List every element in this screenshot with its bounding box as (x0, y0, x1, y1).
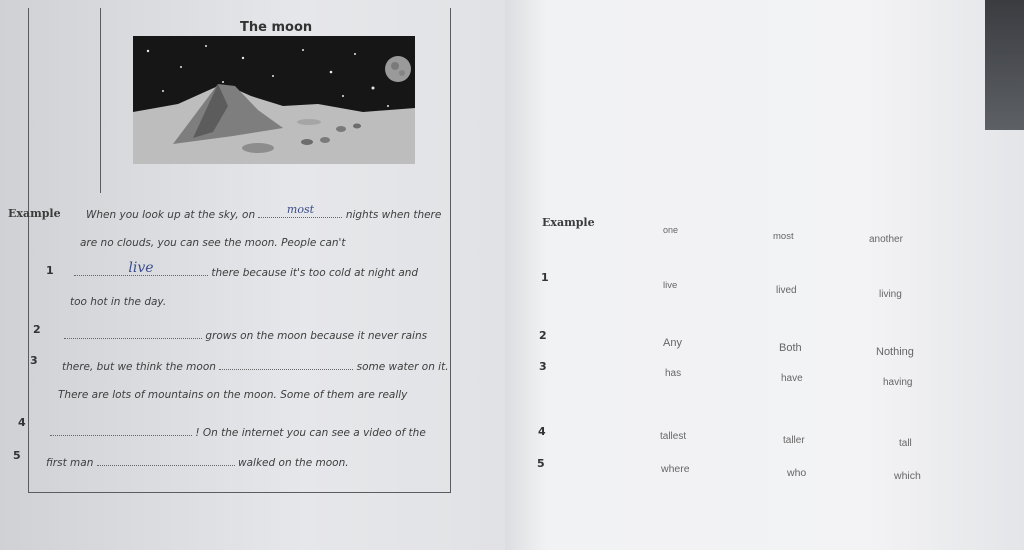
worksheet-line-3: live there because it's too cold at night and (74, 264, 418, 279)
option-example-a[interactable]: one (663, 225, 679, 235)
option-3-a[interactable]: has (665, 368, 682, 379)
question-number-1: 1 (46, 264, 54, 277)
option-4-a[interactable]: tallest (660, 431, 687, 442)
option-3-b[interactable]: have (781, 373, 803, 384)
worksheet-line-9: first man walked on the moon. (46, 454, 349, 469)
option-example-c[interactable]: another (869, 234, 903, 245)
answer-blank-5[interactable] (97, 454, 235, 466)
answer-blank-3[interactable] (219, 358, 353, 370)
page-edge (985, 0, 1024, 130)
worksheet-line-2: are no clouds, you can see the moon. People can't (80, 237, 346, 249)
answer-example-label: Example (542, 216, 595, 229)
worksheet-line-8: ! On the internet you can see a video of the (50, 424, 426, 439)
option-4-b[interactable]: taller (783, 435, 805, 446)
answer-blank-4[interactable] (50, 424, 192, 436)
moon-illustration (133, 36, 415, 164)
answer-blank-1[interactable]: live (74, 264, 208, 276)
option-1-a[interactable]: live (663, 280, 678, 291)
option-4-c[interactable]: tall (899, 438, 912, 449)
worksheet-line-example: When you look up at the sky, on most nights when there (86, 203, 442, 221)
answer-number-5: 5 (537, 457, 545, 470)
question-number-5: 5 (13, 449, 21, 462)
example-label: Example (8, 207, 61, 220)
option-5-a[interactable]: where (661, 463, 690, 475)
frame-line (100, 8, 101, 193)
option-2-b[interactable]: Both (779, 342, 802, 354)
option-3-c[interactable]: having (883, 377, 913, 388)
worksheet-line-6: there, but we think the moon some water on it. (62, 358, 449, 373)
option-1-c[interactable]: living (879, 289, 902, 300)
example-blank: most (258, 206, 342, 218)
worksheet-title: The moon (240, 20, 313, 35)
question-number-3: 3 (30, 354, 38, 367)
worksheet-line-7: There are lots of mountains on the moon. Some of them are really (58, 389, 408, 401)
worksheet-line-5: grows on the moon because it never rains (64, 327, 427, 342)
option-5-b[interactable]: who (787, 467, 807, 479)
worksheet-line-4: too hot in the day. (70, 296, 167, 308)
answer-number-4: 4 (538, 425, 546, 438)
answer-sheet-page (505, 0, 1024, 550)
question-number-2: 2 (33, 323, 41, 336)
worksheet-page (0, 0, 505, 550)
answer-number-2: 2 (539, 329, 547, 342)
question-number-4: 4 (18, 416, 26, 429)
answer-number-3: 3 (539, 360, 547, 373)
option-example-b[interactable]: most (773, 231, 794, 242)
answer-number-1: 1 (541, 271, 549, 284)
option-5-c[interactable]: which (894, 470, 921, 482)
option-2-a[interactable]: Any (663, 337, 682, 349)
answer-blank-2[interactable] (64, 327, 202, 339)
option-2-c[interactable]: Nothing (876, 346, 914, 358)
option-1-b[interactable]: lived (776, 285, 797, 296)
